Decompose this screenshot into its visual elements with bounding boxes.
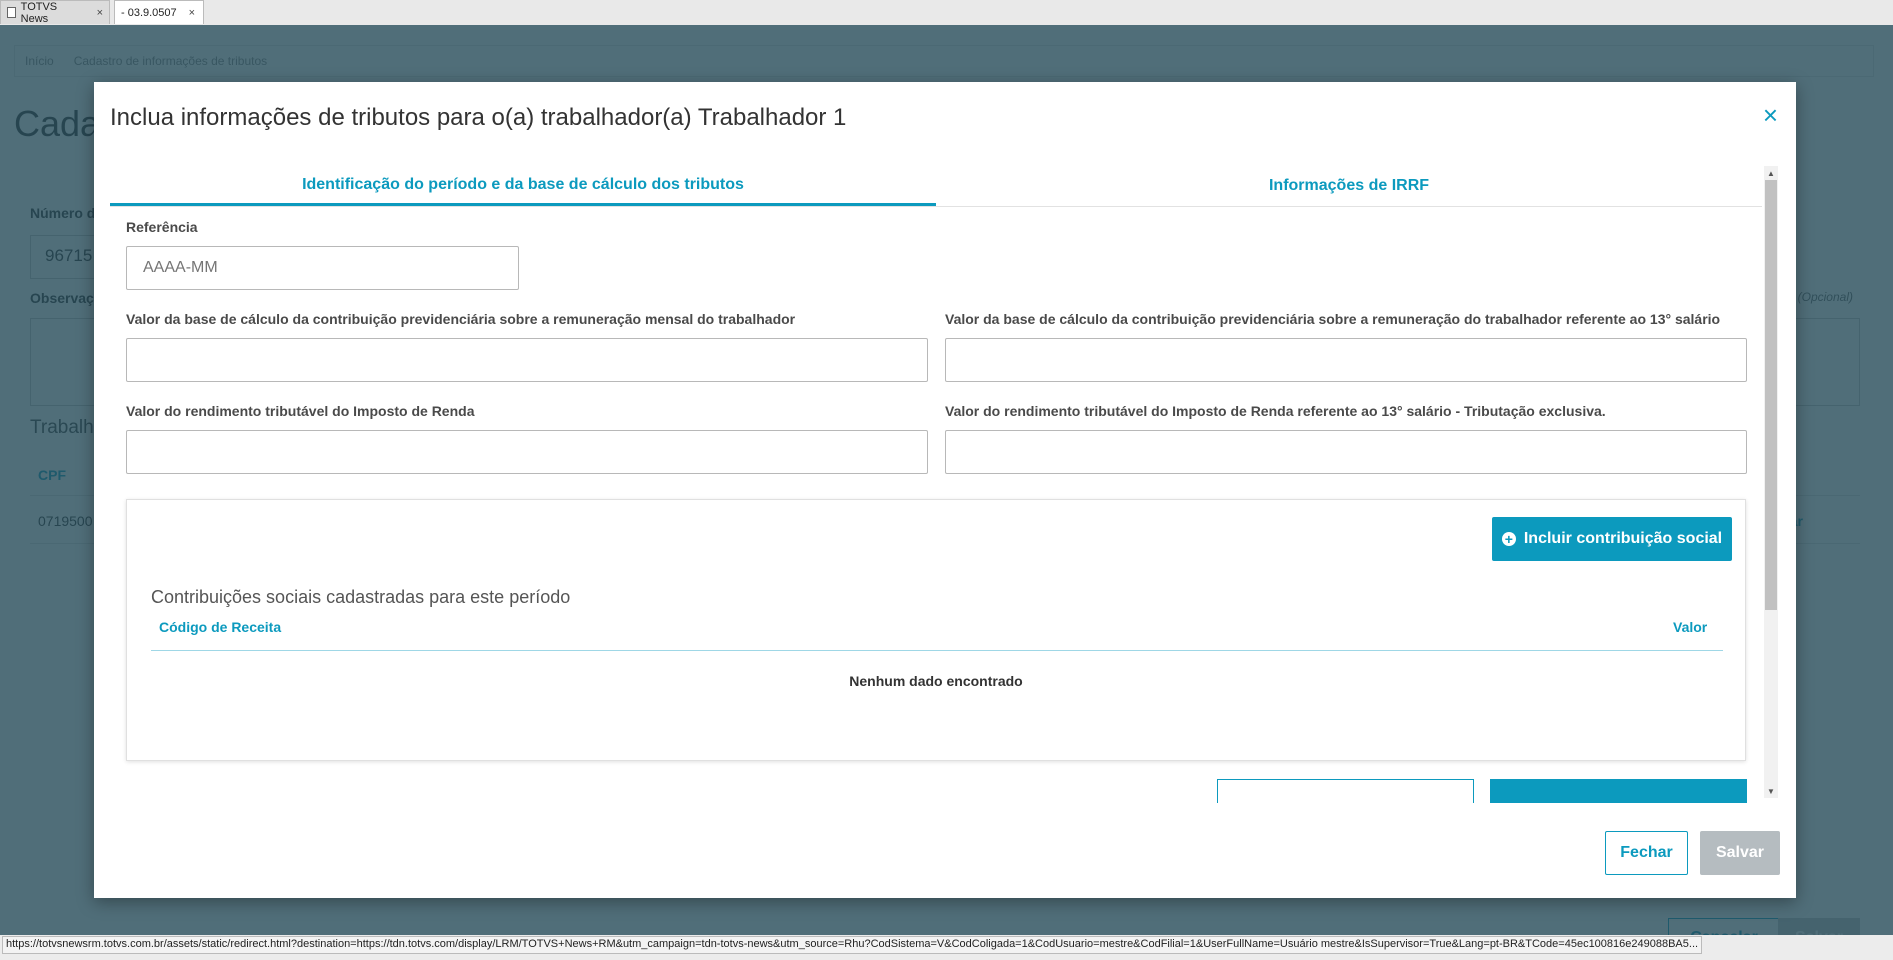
referencia-input[interactable] (126, 246, 519, 290)
browser-tab-label: TOTVS News (20, 0, 58, 25)
inner-cancel-button-partial[interactable] (1217, 779, 1474, 803)
status-url: https://totvsnewsrm.totvs.com.br/assets/static/redirect.html?destination=https://tdn.totvs.com/display/LRM/TOTVS+News+RM&utm_campaign=tdn-totvs-news&utm_source=Rhu?CodSistema=V&CodColigada=1&CodUsuario=mestre&CodFilial=1&UserFullName=Usuário mestre&IsSupervisor=True&Lang=pt-BR&TCode=45ec100816e249088BA5... (2, 936, 1702, 954)
rendimento-13-input[interactable] (945, 430, 1747, 474)
base-13-label: Valor da base de cálculo da contribuição previdenciária sobre a remuneração do trabalhador referente ao 13° salário (945, 311, 1721, 327)
tab-irrf[interactable]: Informações de IRRF (1268, 177, 1430, 194)
plus-circle-icon: + (1502, 532, 1516, 546)
scroll-up-arrow-icon[interactable]: ▲ (1767, 168, 1775, 178)
contribuicoes-title: Contribuições sociais cadastradas para este período (151, 587, 571, 607)
browser-tab-current[interactable] (114, 0, 204, 24)
add-contribution-label: Incluir contribuição social (1523, 530, 1723, 547)
fechar-button[interactable]: Fechar (1605, 831, 1688, 875)
modal-scrollbar[interactable] (1764, 166, 1778, 798)
modal-tabs (110, 166, 1762, 207)
rendimento-label: Valor do rendimento tributável do Imposto de Renda (126, 403, 475, 419)
tributos-modal (94, 82, 1796, 898)
rendimento-13-label: Valor do rendimento tributável do Imposto de Renda referente ao 13° salário - Tributação exclusiva. (945, 403, 1606, 419)
contribuicoes-card (126, 499, 1746, 761)
scrollbar-thumb[interactable] (1765, 180, 1777, 610)
scroll-down-arrow-icon[interactable]: ▼ (1767, 786, 1775, 796)
modal-title: Inclua informações de tributos para o(a) trabalhador(a) Trabalhador 1 (110, 104, 847, 131)
valor-column-header[interactable]: Valor (1673, 619, 1708, 635)
close-icon[interactable]: × (1762, 100, 1778, 130)
referencia-label: Referência (126, 219, 198, 235)
close-tab-icon[interactable]: × (188, 6, 196, 19)
inner-save-button-partial[interactable] (1490, 779, 1747, 803)
add-contribution-button[interactable] (1492, 517, 1732, 561)
base-13-input[interactable] (945, 338, 1747, 382)
codigo-receita-column-header[interactable]: Código de Receita (159, 619, 282, 635)
document-icon (7, 7, 16, 18)
salvar-button[interactable]: Salvar (1700, 831, 1780, 875)
tab-identificacao[interactable]: Identificação do período e da base de cálculo dos tributos (110, 166, 936, 206)
empty-state-text: Nenhum dado encontrado (849, 673, 1023, 689)
browser-tab-label: - 03.9.0507 (121, 6, 177, 19)
modal-scroll-area (110, 166, 1779, 798)
base-mensal-label: Valor da base de cálculo da contribuição previdenciária sobre a remuneração mensal do trabalhador (126, 311, 796, 327)
close-tab-icon[interactable]: × (96, 6, 103, 19)
browser-tab-bar (0, 0, 1893, 26)
browser-tab-totvs-news[interactable] (0, 0, 110, 24)
table-header-divider (151, 650, 1723, 651)
base-mensal-input[interactable] (126, 338, 928, 382)
rendimento-input[interactable] (126, 430, 928, 474)
